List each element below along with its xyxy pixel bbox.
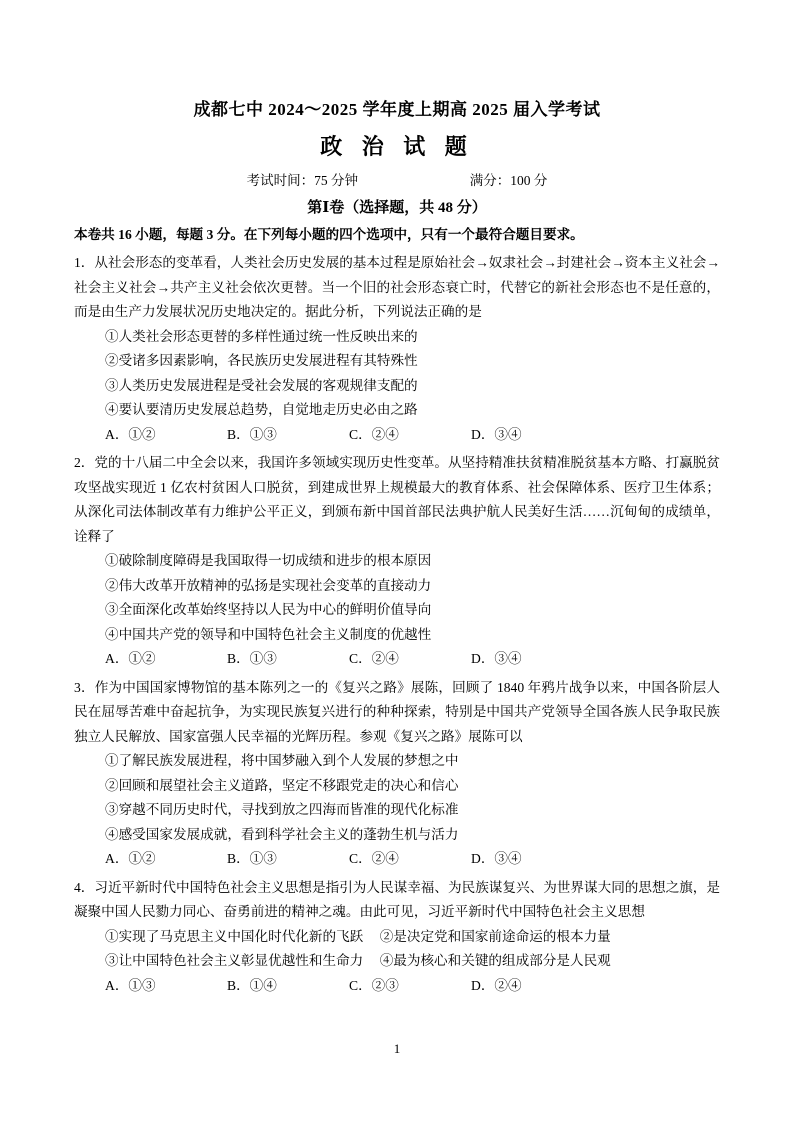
section-instruction: 本卷共 16 小题，每题 3 分。在下列每小题的四个选项中，只有一个最符合题目要求。	[74, 227, 584, 242]
question-option: ④最为核心和关键的组成部分是人民观	[379, 953, 611, 968]
answer-choices	[74, 423, 720, 448]
answer-choices	[74, 647, 720, 672]
answer-choice-d: D．③④	[471, 651, 522, 666]
exam-duration: 考试时间：75 分钟	[246, 173, 358, 188]
question-option: ③人类历史发展进程是受社会发展的客观规律支配的	[105, 377, 418, 393]
question-stem: 4．习近平新时代中国特色社会主义思想是指引为人民谋幸福、为民族谋复兴、为世界谋大同的思想之旗，是凝聚中国人民勠力同心、奋勇前进的精神之魂。由此可见，习近平新时代中国特色社会主义思想	[74, 879, 720, 919]
answer-choice-a: A．①②	[105, 851, 156, 866]
question-1	[74, 251, 720, 447]
question-option: ③全面深化改革始终坚持以人民为中心的鲜明价值导向	[105, 602, 432, 617]
answer-choice-c: C．②③	[349, 977, 399, 993]
question-option: ①破除制度障碍是我国取得一切成绩和进步的根本原因	[105, 553, 432, 568]
answer-choice-c: C．②④	[349, 426, 399, 442]
page-title: 成都七中 2024～2025 学年度上期高 2025 届入学考试	[193, 100, 601, 119]
question-option: ②伟大改革开放精神的弘扬是实现社会变革的直接动力	[105, 577, 432, 593]
question-option: ③让中国特色社会主义彰显优越性和生命力	[105, 953, 364, 968]
answer-choice-a: A．①②	[105, 426, 156, 442]
question-option: ①人类社会形态更替的多样性通过统一性反映出来的	[105, 328, 418, 344]
answer-choice-b: B．①③	[227, 651, 277, 666]
document-body	[74, 96, 720, 998]
answer-choices	[74, 974, 720, 999]
section-heading: 第Ⅰ卷（选择题，共 48 分）	[307, 200, 487, 216]
question-option-row	[74, 949, 720, 974]
question-4	[74, 876, 720, 999]
question-stem: 3．作为中国国家博物馆的基本陈列之一的《复兴之路》展陈，回顾了 1840 年鸦片战争以来，中国各阶层人民在屈辱苦难中奋起抗争，为实现民族复兴进行的种种探索，特别是中国共产党领导全国各族人民争取民族独立人民解放、国家富强人民幸福的光辉历程。参观《复兴之路》展陈可以	[74, 679, 720, 744]
answer-choice-b: B．①③	[227, 851, 277, 866]
question-option: ③穿越不同历史时代，寻找到放之四海而皆准的现代化标准	[105, 802, 459, 817]
answer-choices	[74, 847, 720, 872]
answer-choice-c: C．②④	[349, 851, 399, 866]
question-stem: 1．从社会形态的变革看，人类社会历史发展的基本过程是原始社会→奴隶社会→封建社会→资本主义社会→社会主义社会→共产主义社会依次更替。当一个旧的社会形态衰亡时，代替它的新社会形态也不是任意的，而是由生产力发展状况历史地决定的。据此分析，下列说法正确的是	[74, 255, 720, 319]
exam-meta	[74, 171, 720, 191]
question-option-row	[74, 925, 720, 950]
exam-total-score: 满分：100 分	[469, 173, 548, 188]
question-2	[74, 451, 720, 672]
question-option: ④感受国家发展成就，看到科学社会主义的蓬勃生机与活力	[105, 826, 459, 842]
question-stem: 2．党的十八届二中全会以来，我国许多领域实现历史性变革。从坚持精准扶贫精准脱贫基本方略、打赢脱贫攻坚战实现近 1 亿农村贫困人口脱贫，到建成世界上规模最大的教育体系、社会保障体系、医疗卫生体系；从深化司法体制改革有力维护公平正义，到颁布新中国首部民法典护航人民美好生活……沉甸甸的成绩单，诠释了	[74, 455, 720, 544]
subject-title: 政 治 试 题	[320, 134, 474, 159]
answer-choice-d: D．③④	[471, 426, 522, 442]
answer-choice-d: D．②④	[471, 977, 522, 993]
answer-choice-a: A．①③	[105, 977, 156, 993]
answer-choice-b: B．①③	[227, 426, 277, 442]
question-option: ②受诸多因素影响，各民族历史发展进程有其特殊性	[105, 353, 418, 368]
question-option: ①了解民族发展进程，将中国梦融入到个人发展的梦想之中	[105, 753, 459, 768]
page-number: 1	[393, 1041, 401, 1056]
question-option: ②回顾和展望社会主义道路，坚定不移跟党走的决心和信心	[105, 777, 459, 793]
answer-choice-a: A．①②	[105, 651, 156, 666]
answer-choice-c: C．②④	[349, 651, 399, 666]
question-option: ①实现了马克思主义中国化时代化新的飞跃	[105, 928, 364, 944]
question-option: ②是决定党和国家前途命运的根本力量	[379, 928, 611, 944]
question-3	[74, 676, 720, 872]
answer-choice-b: B．①④	[227, 977, 277, 993]
question-option: ④中国共产党的领导和中国特色社会主义制度的优越性	[105, 626, 432, 642]
answer-choice-d: D．③④	[471, 851, 522, 866]
question-option: ④要认要清历史发展总趋势，自觉地走历史必由之路	[105, 402, 418, 417]
